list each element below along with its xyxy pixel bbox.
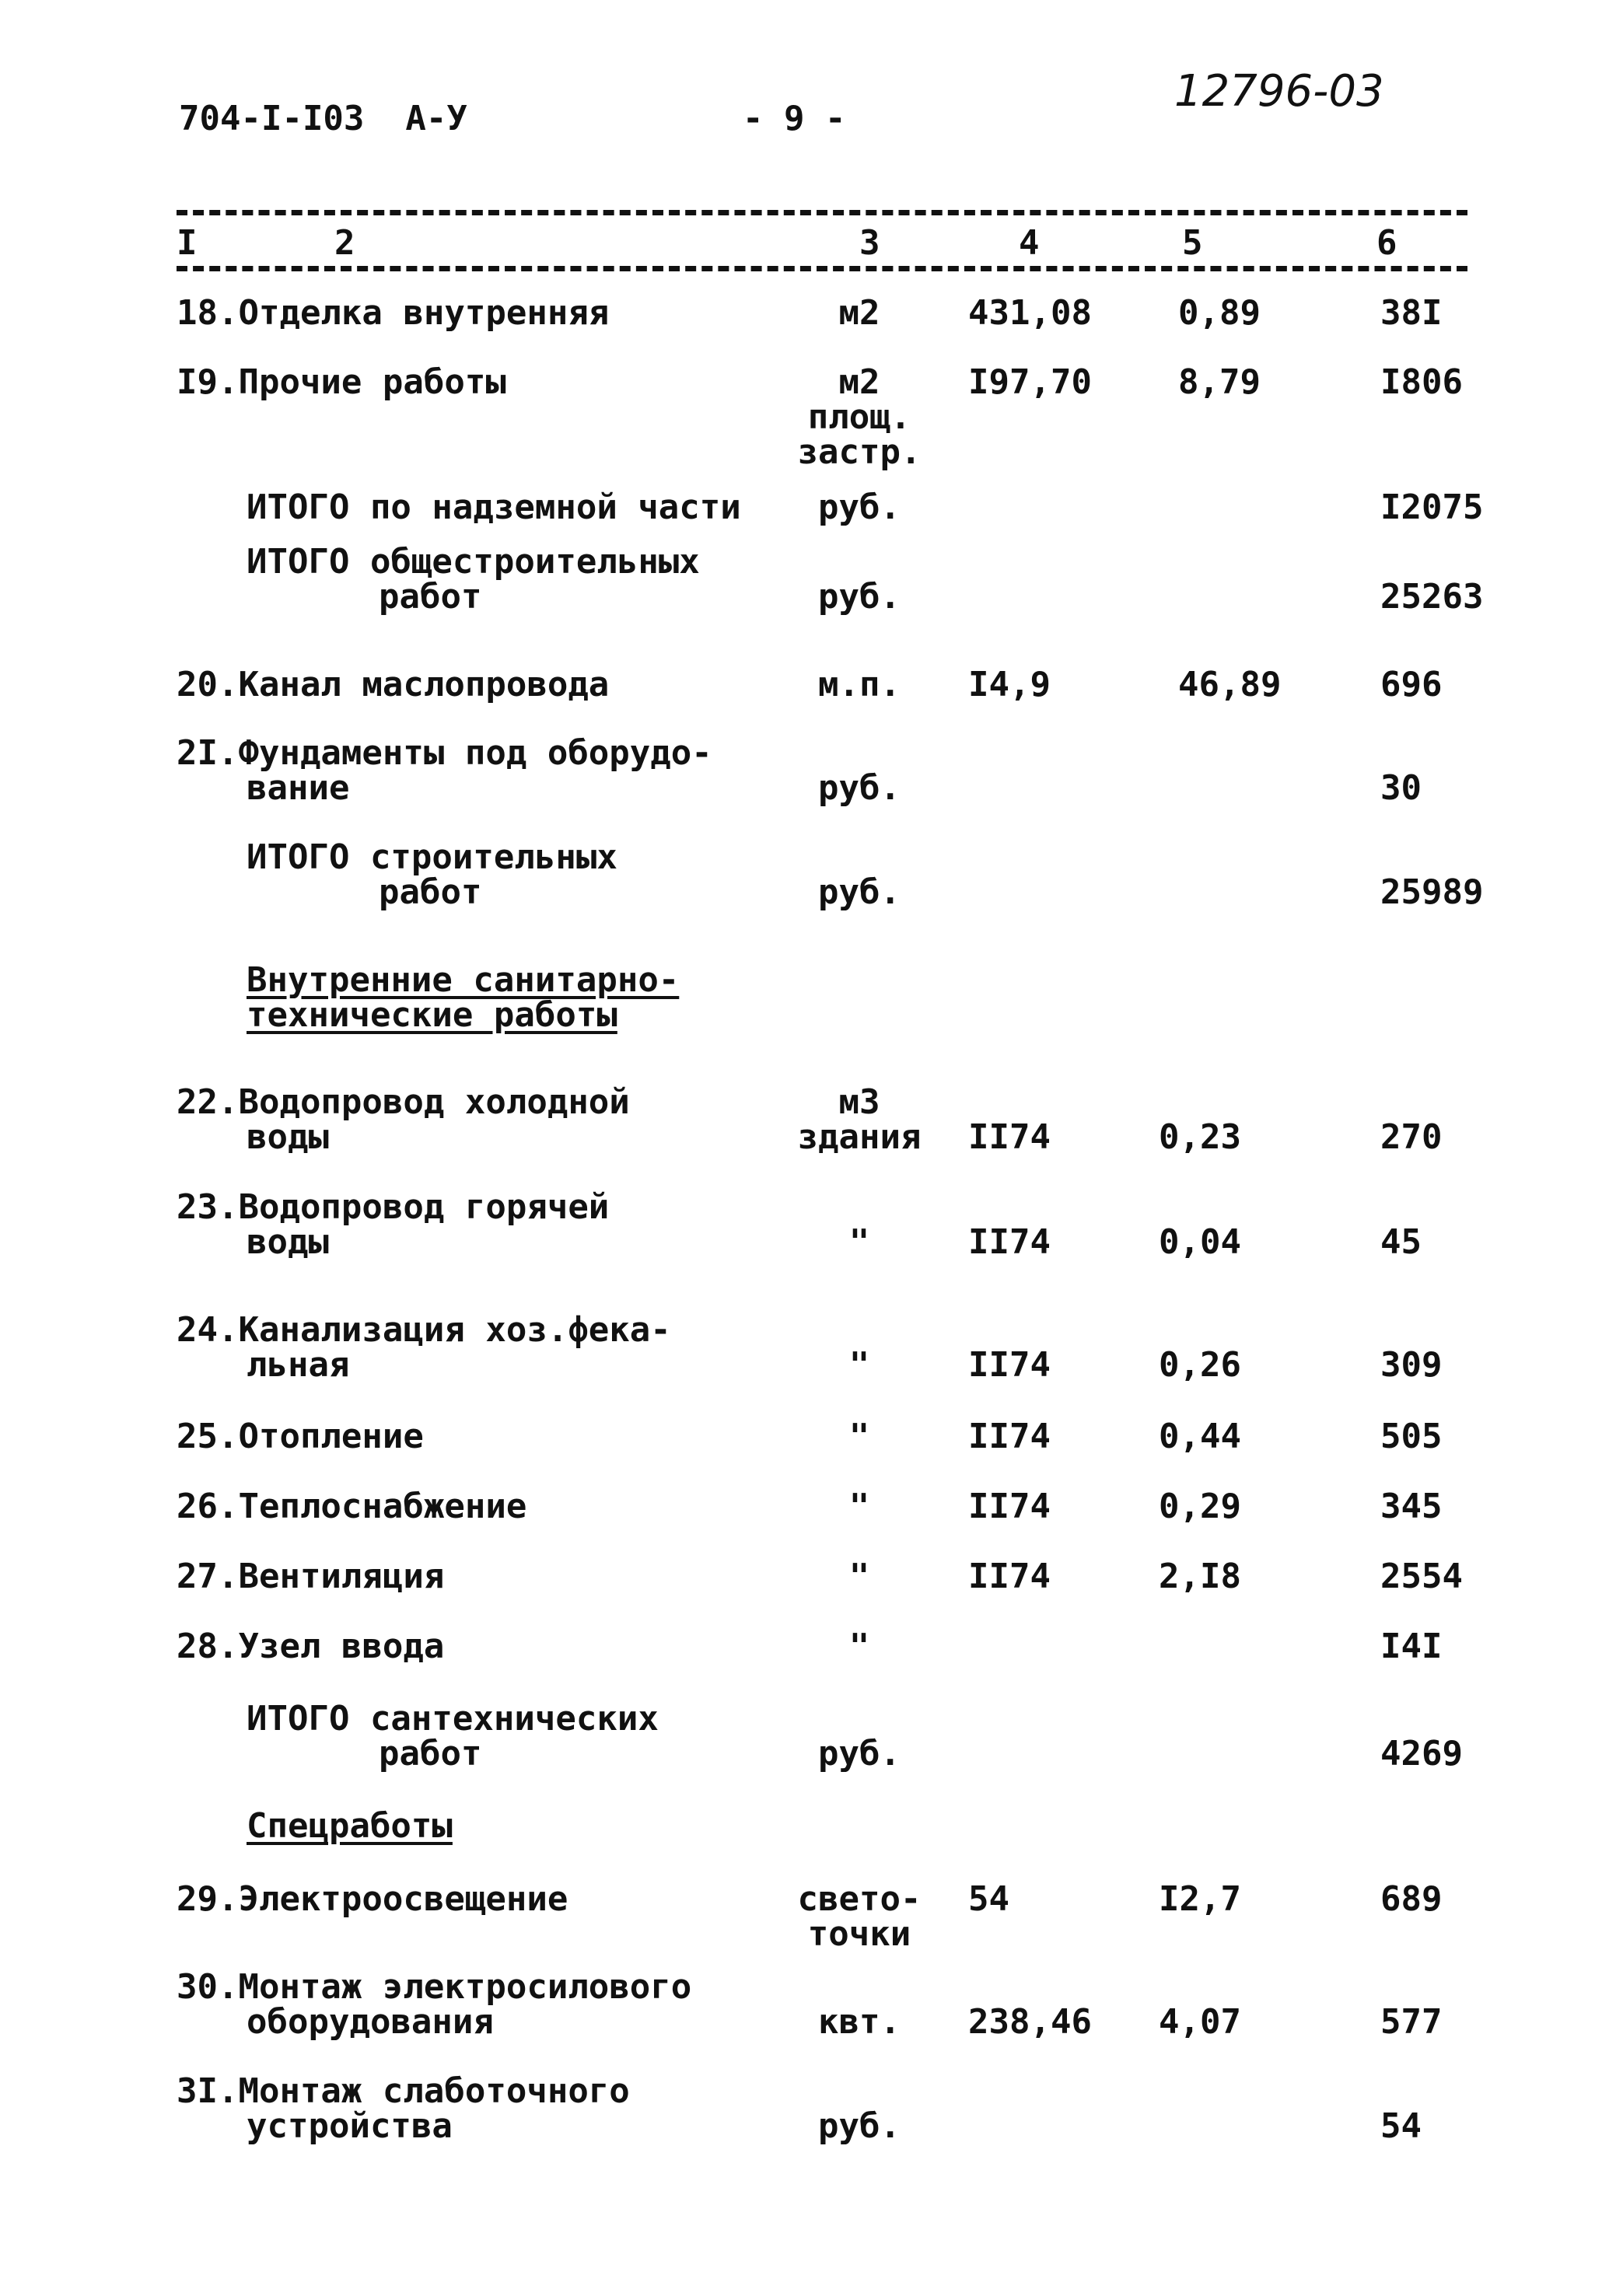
item-quantity: II74 — [968, 1557, 1051, 1596]
item-name: работ — [379, 577, 482, 617]
column-number-4: 4 — [1019, 223, 1040, 263]
document-code: 704-I-I03 А-У — [179, 99, 467, 138]
item-quantity: II74 — [968, 1345, 1051, 1385]
item-unit: руб. — [818, 872, 901, 912]
item-name: воды — [247, 1117, 329, 1157]
item-total: 38I — [1380, 293, 1443, 333]
item-total: 689 — [1380, 1879, 1443, 1919]
item-quantity: I97,70 — [968, 362, 1092, 402]
item-name: 24.Канализация хоз.фека- — [177, 1310, 671, 1350]
item-total: 345 — [1380, 1487, 1443, 1526]
item-name: льная — [247, 1345, 350, 1385]
item-name: 25.Отопление — [177, 1417, 424, 1456]
column-number-5: 5 — [1182, 223, 1203, 263]
item-name: ИТОГО по надземной части — [247, 488, 741, 527]
item-unit-price: 0,89 — [1178, 293, 1261, 333]
item-name: устройства — [247, 2106, 453, 2146]
item-unit-price: I2,7 — [1159, 1879, 1241, 1919]
item-name: 22.Водопровод холодной — [177, 1082, 630, 1122]
item-quantity: II74 — [968, 1117, 1051, 1157]
item-unit: " — [848, 1487, 870, 1526]
item-total: 25263 — [1380, 577, 1484, 617]
item-unit-price: 4,07 — [1159, 2002, 1241, 2042]
item-total: 30 — [1380, 768, 1422, 808]
item-name: 26.Теплоснабжение — [177, 1487, 527, 1526]
item-name: 18.Отделка внутренняя — [177, 293, 610, 333]
item-unit: руб. — [818, 768, 901, 808]
section-heading: Внутренние санитарно- — [247, 960, 680, 1000]
table-top-divider — [177, 210, 1467, 215]
item-total: 577 — [1380, 2002, 1443, 2042]
item-quantity: 238,46 — [968, 2002, 1092, 2042]
item-total: I806 — [1380, 362, 1463, 402]
item-total: 270 — [1380, 1117, 1443, 1157]
item-unit-price: 0,23 — [1159, 1117, 1241, 1157]
item-unit-price: 0,29 — [1159, 1487, 1241, 1526]
item-unit: руб. — [818, 1734, 901, 1774]
item-name: 20.Канал маслопровода — [177, 665, 610, 704]
column-number-2: 2 — [334, 223, 355, 263]
item-unit: здания — [797, 1117, 922, 1157]
item-name: 29.Электроосвещение — [177, 1879, 568, 1919]
item-unit-price: 0,44 — [1159, 1417, 1241, 1456]
item-unit: застр. — [797, 432, 922, 472]
item-unit: площ. — [807, 397, 911, 437]
item-unit: м2 — [838, 362, 880, 402]
item-quantity: II74 — [968, 1222, 1051, 1262]
item-unit: " — [848, 1345, 870, 1385]
item-name: 3I.Монтаж слаботочного — [177, 2071, 630, 2111]
item-total: I4I — [1380, 1627, 1443, 1666]
item-quantity: II74 — [968, 1417, 1051, 1456]
item-unit: руб. — [818, 488, 901, 527]
column-number-1: I — [177, 223, 198, 263]
item-name: воды — [247, 1222, 329, 1262]
item-unit: " — [848, 1222, 870, 1262]
section-heading: технические работы — [247, 995, 617, 1035]
item-unit: квт. — [818, 2002, 901, 2042]
item-total: 696 — [1380, 665, 1443, 704]
item-name: работ — [379, 872, 482, 912]
item-unit: свето- — [797, 1879, 922, 1919]
item-name: ИТОГО сантехнических — [247, 1699, 659, 1739]
item-unit-price: 0,04 — [1159, 1222, 1241, 1262]
handwritten-number: 12796-03 — [1174, 66, 1384, 117]
item-unit: " — [848, 1557, 870, 1596]
item-name: I9.Прочие работы — [177, 362, 506, 402]
column-number-3: 3 — [859, 223, 880, 263]
item-unit: руб. — [818, 577, 901, 617]
item-unit: точки — [807, 1914, 911, 1954]
item-quantity: I4,9 — [968, 665, 1051, 704]
item-name: 30.Монтаж электросилового — [177, 1967, 692, 2007]
item-name: оборудования — [247, 2002, 494, 2042]
item-name: работ — [379, 1734, 482, 1774]
item-total: 45 — [1380, 1222, 1422, 1262]
item-unit: м.п. — [818, 665, 901, 704]
item-quantity: 54 — [968, 1879, 1009, 1919]
item-unit: " — [848, 1417, 870, 1456]
item-unit-price: 0,26 — [1159, 1345, 1241, 1385]
item-total: 309 — [1380, 1345, 1443, 1385]
item-total: 2554 — [1380, 1557, 1463, 1596]
item-unit-price: 46,89 — [1178, 665, 1282, 704]
header-divider — [177, 266, 1467, 271]
item-quantity: II74 — [968, 1487, 1051, 1526]
item-name: 28.Узел ввода — [177, 1627, 445, 1666]
item-total: I2075 — [1380, 488, 1484, 527]
item-unit-price: 8,79 — [1178, 362, 1261, 402]
item-unit-price: 2,I8 — [1159, 1557, 1241, 1596]
item-total: 25989 — [1380, 872, 1484, 912]
item-unit: руб. — [818, 2106, 901, 2146]
item-total: 505 — [1380, 1417, 1443, 1456]
item-name: ИТОГО общестроительных — [247, 542, 700, 582]
section-heading: Спецработы — [247, 1806, 453, 1846]
item-unit: м2 — [838, 293, 880, 333]
item-name: вание — [247, 768, 350, 808]
item-total: 4269 — [1380, 1734, 1463, 1774]
item-name: 23.Водопровод горячей — [177, 1187, 610, 1227]
item-total: 54 — [1380, 2106, 1422, 2146]
item-name: ИТОГО строительных — [247, 837, 617, 877]
column-number-6: 6 — [1376, 223, 1397, 263]
item-unit: " — [848, 1627, 870, 1666]
item-name: 27.Вентиляция — [177, 1557, 445, 1596]
item-name: 2I.Фундаменты под оборудо- — [177, 733, 712, 773]
page-number: - 9 - — [743, 99, 846, 138]
item-unit: м3 — [838, 1082, 880, 1122]
item-quantity: 431,08 — [968, 293, 1092, 333]
